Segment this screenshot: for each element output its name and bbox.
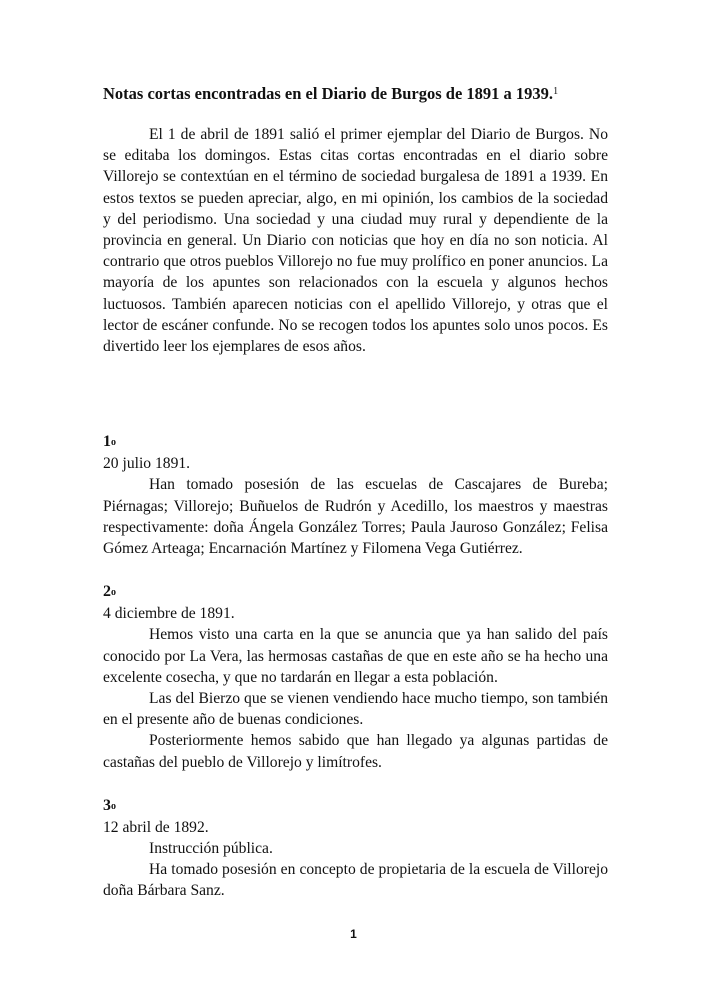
intro-paragraph: El 1 de abril de 1891 salió el primer ejemplar del Diario de Burgos. No se editaba los domingos. Estas citas cortas encontradas en el diario sobre Villorejo se contextúan en el término de sociedad burgalesa de 1891 a 1939. En estos textos se pueden apreciar, algo, en mi opinión, los cambios de la sociedad y del periodismo. Una sociedad y una ciudad muy rural y dependiente de la provincia en general. Un Diario con noticias que hoy en día no son noticia. Al contrario que otros pueblos Villorejo no fue muy prolífico en poner anuncios. La mayoría de los apuntes son relacionados con la escuela y algunos hechos luctuosos. También aparecen noticias con el apellido Villorejo, y otras que el lector de escáner confunde. No se recogen todos los apuntes solo unos pocos. Es divertido leer los ejemplares de esos años. <box>103 126 608 356</box>
entry-paragraph: Han tomado posesión de las escuelas de Cascajares de Bureba; Piérnagas; Villorejo; Buñuelos de Rudrón y Acedillo, los maestros y maestras respectivamente: doña Ángela González Torres; Paula Jauroso González; Felisa Gómez Arteaga; Encarnación Martínez y Filomena Vega Gutiérrez. <box>103 476 608 558</box>
entry-paragraph: Las del Bierzo que se vienen vendiendo hace mucho tiempo, son también en el presente año de buenas condiciones. <box>103 690 608 729</box>
entry-date: 12 abril de 1892. <box>103 818 209 836</box>
entry-paragraph: Instrucción pública. <box>149 840 273 858</box>
title-footnote-ref: 1 <box>553 86 559 97</box>
entry-date: 20 julio 1891. <box>103 455 191 473</box>
entry-paragraph: Hemos visto una carta en la que se anuncia que ya han salido del país conocido por La Vera, las hermosas castañas de que en este año se ha hecho una excelente cosecha, y que no tardarán en llegar a esta población. <box>103 626 608 686</box>
entry-number: 3$^o$ <box>103 796 116 814</box>
entry-3 <box>103 795 608 902</box>
entry-2 <box>103 581 608 773</box>
document-title <box>103 83 608 105</box>
entry-date: 4 diciembre de 1891. <box>103 605 235 623</box>
entry-1 <box>103 431 608 559</box>
entry-number: 1$^o$ <box>103 433 116 451</box>
document-title-text: Notas cortas encontradas en el Diario de Burgos de 1891 a 1939. <box>103 84 554 103</box>
entry-paragraph: Ha tomado posesión en concepto de propietaria de la escuela de Villorejo doña Bárbara Sanz. <box>103 861 608 900</box>
document-page <box>103 83 608 902</box>
entry-paragraph: Posteriormente hemos sabido que han llegado ya algunas partidas de castañas del pueblo de Villorejo y limítrofes. <box>103 732 608 771</box>
entry-number: 2$^o$ <box>103 583 116 601</box>
page-number: 1 <box>350 927 357 941</box>
